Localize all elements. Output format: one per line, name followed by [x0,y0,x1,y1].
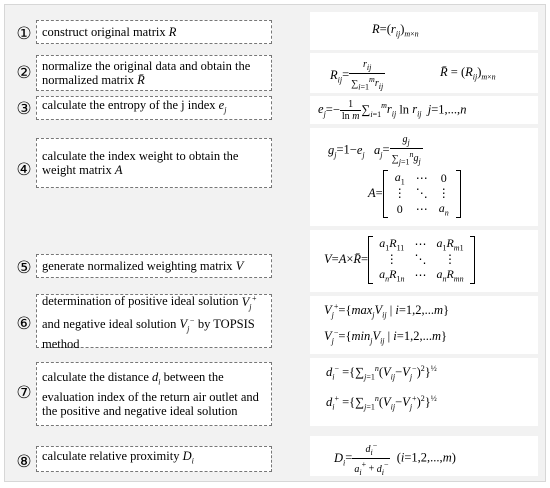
formula-box [310,128,538,226]
step-number: ⑥ [16,314,32,333]
formula-box [310,230,538,292]
formula: $V_j^-=\{\min_jV_{ij}$ | i=1,2,...m} [324,328,447,346]
step-number: ⑦ [16,383,32,402]
step-box: calculate relative proximity $D_i$ [36,446,272,472]
formula-box [310,296,538,354]
formula-box [310,358,538,426]
step-number: ⑤ [16,258,32,277]
step-box: calculate the distance $d_i$ between the evaluation index of the return air outlet and the positive and negative ideal solution [36,362,272,426]
step-box: determination of positive ideal solution $V_j^+$ and negative ideal solution $V_j^-$ by TOPSIS method [36,294,272,348]
step-box: calculate the entropy of the j index $e_j$ [36,96,272,120]
formula: $d_i^+ =\{\sum_{j=1}^n(V_{ij}-V_j^+)^2\}^{\frac{1}{2}}$ [326,394,437,412]
step-number: ④ [16,160,32,179]
step-box: construct original matrix R [36,20,272,44]
formula: $V_j^+=\{\max_jV_{ij}$ | i=1,2,...m} [324,302,450,320]
formula: R̄ = $(R_{ij})_{m\times n}$ [440,65,496,82]
formula-box [310,96,538,124]
formula: $R=(r_{ij})_{m\times n}$ [372,22,419,39]
step-number: ⑧ [16,452,32,471]
formula: A= $a_1$ ⋯ 0 ⋮ ⋱ ⋮ 0 ⋯ $a_n$ [368,170,461,218]
formula-box [310,53,538,93]
formula: $e_j=-$ $\frac{1}{\text{ln m}}$ $\sum_{i=1}^mr_{ij}$ $\ln r_{ij}$ j=1,...,n [318,99,467,122]
step-box: normalize the original data and obtain the normalized matrix R̄ [36,55,272,91]
step-box: generate normalized weighting matrix V [36,254,272,278]
step-number: ③ [16,99,32,118]
formula: $g_j=1-e_j$ $a_j=$ $\frac{g_j}{\sum_{j=1}^ng_j}$ [328,134,421,167]
step-number: ① [16,24,32,43]
formula: $D_i=$ $\frac{d_i^-}{a_i^+ + d_i^-}$ (i=1,2,...,m) [334,441,456,477]
formula-box [310,436,538,476]
formula: V=A×R̄= $a_1R_{11}$ ⋯ $a_1R_{m1}$ ⋮ ⋱ ⋮ $a_nR_{1n}$ ⋯ $a_nR_{mn}$ [324,236,475,284]
formula: $d_i^- =\{\sum_{j=1}^n(V_{ij}-V_j^-)^2\}^{\frac{1}{2}}$ [326,364,437,382]
formula-box [310,12,538,50]
step-box: calculate the index weight to obtain the weight matrix A [36,138,272,188]
formula: $R_{ij}=$ $\frac{r_{ij}}{\sum_{i=1}^mr_{ij}}$ [330,59,384,92]
step-number: ② [16,63,32,82]
